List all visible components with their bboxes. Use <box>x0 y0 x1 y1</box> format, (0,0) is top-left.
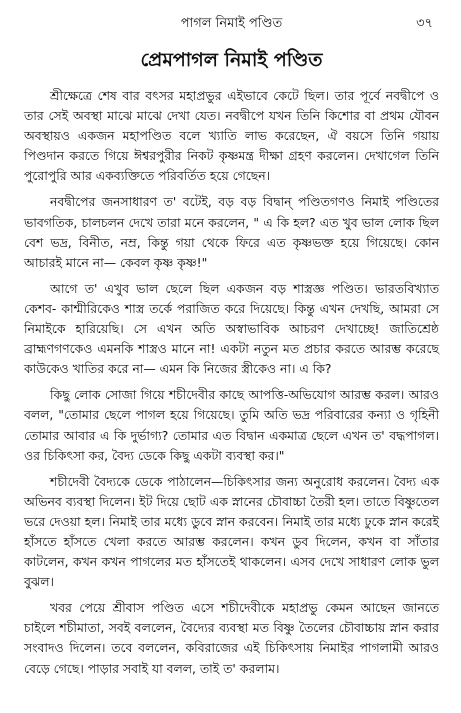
paragraph: আগে ত' এখুব ভাল ছেলে ছিল একজন বড় শাস্ত্রজ্ঞ পণ্ডিত। ভারতবিখ্যাত কেশব- কাশ্মীরিকেও শাস্ত্র তর্কে পরাজিত করে দিয়েছে। কিন্তু এখন দেখছি, আমরা সে নিমাইকে হারিয়েছি। সে এখন অতি অস্বাভাবিক আচরণ দেখাচ্ছে! জাতিশ্রেষ্ঠ ব্রাহ্মণগণকেও এমনকি শাস্ত্রও মানে না! একটা নতুন মত প্রচার করতে আরম্ভ করেছে কাউকেও খাতির করে না— এমন কি নিজের স্ত্রীকেও না। এ কি? <box>24 280 439 377</box>
paragraph: শচীদেবী বৈদ্যকে ডেকে পাঠালেন—চিকিৎসার জন্য অনুরোধ করলেন। বৈদ্য এক অভিনব ব্যবস্থা দিলেন। ইট দিয়ে ছোট এক স্নানের চৌবাচ্চা তৈরী হল। তাতে বিষ্ণুতেল ভরে দেওয়া হল। নিমাই তার মধ্যে ডুবে স্নান করবেন। নিমাই তার মধ্যে ঢুকে স্নান করেই হাঁসতে হাঁসতে খেলা করতে আরম্ভ করলেন। কখন ডুব দিলেন, কখন বা সাঁতার কাটলেন, কখন কখন পাগলের মত হাঁসতেই থাকলেন। এসব দেখে সাধারণ লোক ভুল বুঝল। <box>24 473 439 590</box>
body-text <box>24 86 439 679</box>
paragraph: খবর পেয়ে শ্রীবাস পণ্ডিত এসে শচীদেবীকে মহাপ্রভু কেমন আছেন জানতে চাইলে শচীমাতা, সবই বললেন, বৈদ্যের ব্যবস্থা মত বিষ্ণু তৈলের চৌবাচ্চায় স্নান করার সংবাদও দিলেন। তবে বললেন, কবিরাজের এই চিকিৎসায় নিমাইর পাগলামী আরও বেড়ে গেছে। পাড়ার সবাই যা বলল, তাই ত' করলাম। <box>24 600 439 676</box>
chapter-title: প্রেমপাগল নিমাই পণ্ডিত <box>140 49 323 71</box>
running-title: পাগল নিমাই পণ্ডিত <box>180 16 283 31</box>
paragraph: শ্রীক্ষেত্রে শেষ বার বৎসর মহাপ্রভুর এইভাবে কেটে ছিল। তার পূর্বে নবদ্বীপে ও তার সেই অবস্থা মাঝে মাঝে দেখা যেত। নবদ্বীপে যখন তিনি কিশোর বা প্রথম যৌবন অবস্থায়ও একজন মহাপণ্ডিত বলে খ্যাতি লাভ করেছেন, ঐ বয়সে তিনি গয়ায় পিণ্ডদান করতে গিয়ে ঈশ্বরপুরীর নিকট কৃষ্ণমন্ত্র দীক্ষা গ্রহণ করলেন। দেখাগেল তিনি পুরোপুরি আর একব্যক্তিতে পরিবর্তিত হয়ে গেছেন। <box>24 88 439 184</box>
paragraph: কিছু লোক সোজা গিয়ে শচীদেবীর কাছে আপত্তি-অভিযোগ আরম্ভ করল। আরও বলল, "তোমার ছেলে পাগল হয়ে গিয়েছে। তুমি অতি ভদ্র পরিবারের কন্যা ও গৃহিনী তোমার আবার এ কি দুর্ভাগ্য? তোমার এত বিদ্বান একমাত্র ছেলে এখন ত' বদ্ধপাগল। ওর চিকিৎসা কর, বৈদ্য ডেকে কিছু একটা ব্যবস্থা কর।" <box>24 387 439 463</box>
paragraph: নবদ্বীপের জনসাধারণ ত' বটেই, বড় বড় বিদ্বান্ পণ্ডিতগণও নিমাই পণ্ডিতের ভাবগতিক, চালচলন দেখে তারা মনে করলেন, " এ কি হল? এত খুব ভাল লোক ছিল বেশ ভদ্র, বিনীত, নম্র, কিন্তু গয়া থেকে ফিরে এত কৃষ্ণভক্ত হয়ে গিয়েছে। কোন আচারই মানে না— কেবল কৃষ্ণ কৃষ্ণ!" <box>24 194 439 270</box>
running-head <box>24 8 439 32</box>
page-number: ৩৭ <box>416 16 433 31</box>
